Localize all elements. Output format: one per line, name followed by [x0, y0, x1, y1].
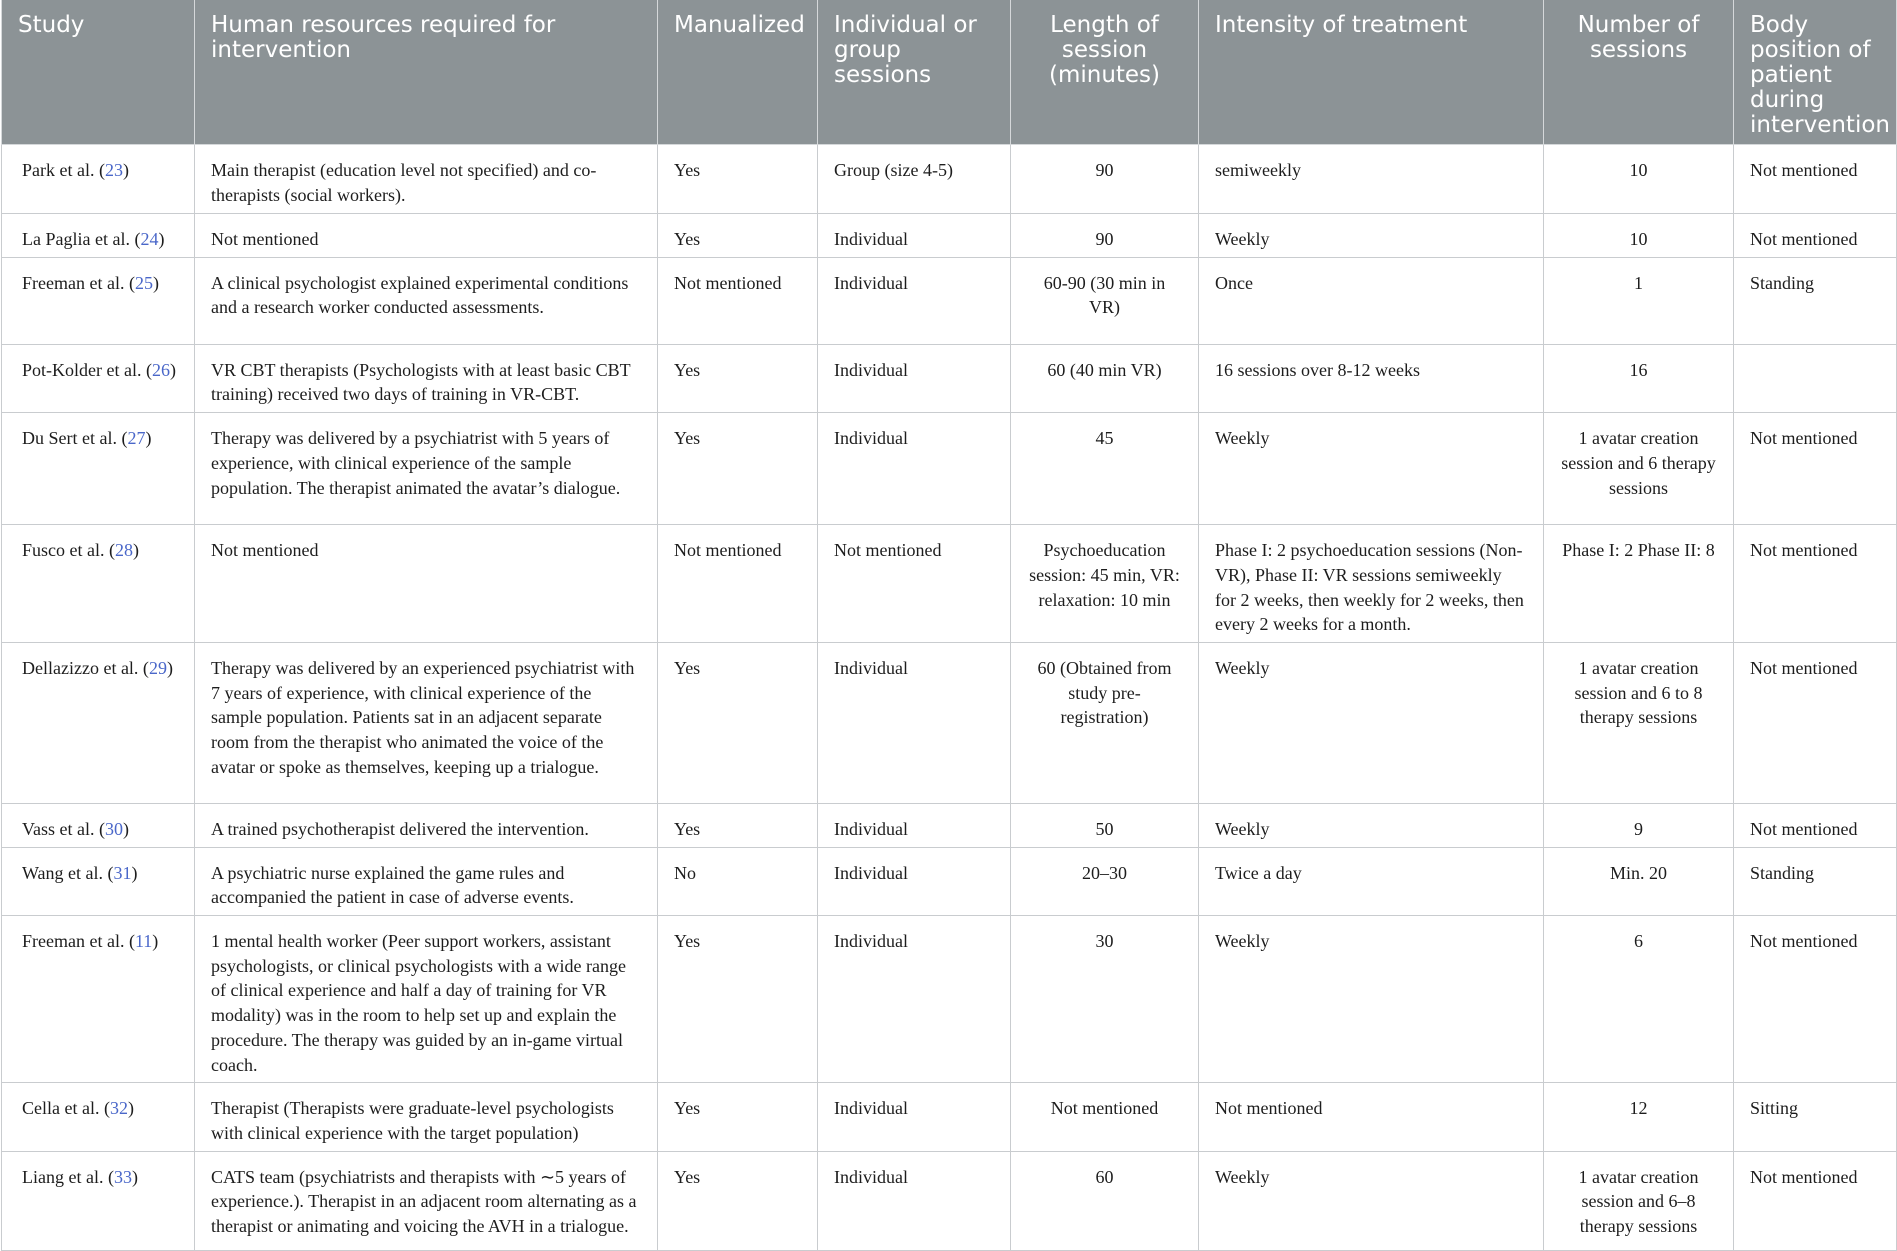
manualized-cell: Yes [658, 145, 818, 214]
study-name-end: ) [166, 657, 173, 678]
session-format-cell: Individual [818, 803, 1011, 847]
table-body [2, 145, 1897, 1251]
reference-link[interactable]: 31 [113, 862, 132, 883]
manualized-cell: Yes [658, 803, 818, 847]
header-intensity: Intensity of treatment [1199, 0, 1544, 145]
body-position-cell: Not mentioned [1734, 214, 1897, 258]
study-name: Pot-Kolder et al. ( [22, 359, 152, 380]
manualized-cell: Yes [658, 1151, 818, 1250]
human-resources-cell: Therapy was delivered by a psychiatrist with 5 years of experience, with clinical experience of the sample population. The therapist animated the avatar’s dialogue. [195, 413, 658, 525]
study-name: La Paglia et al. ( [22, 229, 141, 249]
study-name-end: ) [127, 1098, 134, 1119]
body-position-cell: Sitting [1734, 1083, 1897, 1151]
session-format-cell: Individual [818, 344, 1011, 412]
session-length-cell: Not mentioned [1011, 1083, 1199, 1151]
study-name-end: ) [152, 931, 159, 952]
number-of-sessions-cell: 1 avatar creation session and 6 to 8 therapy sessions [1544, 642, 1734, 803]
study-name-end: ) [158, 229, 165, 249]
reference-link[interactable]: 33 [113, 1166, 132, 1187]
reference-link[interactable]: 24 [140, 229, 159, 249]
study-name: Cella et al. ( [22, 1098, 110, 1119]
number-of-sessions-cell: 6 [1544, 916, 1734, 1083]
number-of-sessions-cell: 16 [1544, 344, 1734, 412]
session-length-cell: 90 [1011, 145, 1199, 214]
reference-link[interactable]: 27 [127, 428, 146, 449]
table-row [2, 847, 1897, 915]
intensity-cell: Weekly [1199, 214, 1544, 258]
number-of-sessions-cell: 12 [1544, 1083, 1734, 1151]
header-body-position: Body position of patient during intervention [1734, 0, 1897, 145]
study-name-end: ) [131, 862, 138, 883]
header-human-resources: Human resources required for intervention [195, 0, 658, 145]
table-row [2, 642, 1897, 803]
session-length-cell: 50 [1011, 803, 1199, 847]
study-name: Fusco et al. ( [22, 540, 115, 561]
study-name-end: ) [132, 540, 139, 561]
body-position-cell: Not mentioned [1734, 916, 1897, 1083]
header-number-of-sessions: Number of sessions [1544, 0, 1734, 145]
human-resources-cell: 1 mental health worker (Peer support workers, assistant psychologists, or clinical psychologists with a wide range of clinical experience and half a day of training for VR modality) was in the room to help set up and explain the procedure. The therapy was guided by an in-game virtual coach. [195, 916, 658, 1083]
body-position-cell: Not mentioned [1734, 413, 1897, 525]
body-position-cell: Standing [1734, 257, 1897, 344]
session-length-cell: 30 [1011, 916, 1199, 1083]
header-row [2, 0, 1897, 145]
reference-link[interactable]: 28 [114, 540, 133, 561]
human-resources-cell: A clinical psychologist explained experimental conditions and a research worker conducted assessments. [195, 257, 658, 344]
study-cell [2, 525, 195, 643]
intensity-cell: Weekly [1199, 642, 1544, 803]
table-row [2, 525, 1897, 643]
human-resources-cell: VR CBT therapists (Psychologists with at least basic CBT training) received two days of training in VR-CBT. [195, 344, 658, 412]
intensity-cell: Twice a day [1199, 847, 1544, 915]
session-format-cell: Individual [818, 916, 1011, 1083]
session-length-cell: 90 [1011, 214, 1199, 258]
number-of-sessions-cell: Phase I: 2 Phase II: 8 [1544, 525, 1734, 643]
body-position-cell: Not mentioned [1734, 525, 1897, 643]
session-format-cell: Individual [818, 642, 1011, 803]
manualized-cell: Yes [658, 413, 818, 525]
header-individual-or-group: Individual or group sessions [818, 0, 1011, 145]
number-of-sessions-cell: 1 avatar creation session and 6 therapy sessions [1544, 413, 1734, 525]
table-row [2, 145, 1897, 214]
manualized-cell: Yes [658, 1083, 818, 1151]
study-cell [2, 803, 195, 847]
study-cell [2, 642, 195, 803]
table-row [2, 214, 1897, 258]
study-name-end: ) [131, 1166, 138, 1187]
number-of-sessions-cell: 1 [1544, 257, 1734, 344]
session-format-cell: Individual [818, 214, 1011, 258]
reference-link[interactable]: 30 [104, 818, 123, 839]
body-position-cell: Not mentioned [1734, 1151, 1897, 1250]
reference-link[interactable]: 29 [148, 657, 167, 678]
human-resources-cell: A trained psychotherapist delivered the intervention. [195, 803, 658, 847]
study-name: Freeman et al. ( [22, 931, 135, 952]
session-format-cell: Individual [818, 413, 1011, 525]
intensity-cell: Not mentioned [1199, 1083, 1544, 1151]
session-length-cell: 60 (Obtained from study pre-registration) [1011, 642, 1199, 803]
study-name: Du Sert et al. ( [22, 428, 128, 449]
intensity-cell: Weekly [1199, 803, 1544, 847]
study-name-end: ) [145, 428, 152, 449]
study-name-end: ) [122, 818, 129, 839]
human-resources-cell: Not mentioned [195, 214, 658, 258]
study-cell [2, 257, 195, 344]
body-position-cell [1734, 344, 1897, 412]
number-of-sessions-cell: 9 [1544, 803, 1734, 847]
study-name: Vass et al. ( [22, 818, 105, 839]
manualized-cell: No [658, 847, 818, 915]
study-name: Liang et al. ( [22, 1166, 114, 1187]
study-name: Wang et al. ( [22, 862, 114, 883]
study-cell [2, 413, 195, 525]
header-session-length: Length of session (minutes) [1011, 0, 1199, 145]
header-study: Study [2, 0, 195, 145]
human-resources-cell: Therapist (Therapists were graduate-level psychologists with clinical experience with the target population) [195, 1083, 658, 1151]
session-format-cell: Individual [818, 847, 1011, 915]
manualized-cell: Not mentioned [658, 525, 818, 643]
study-name-end: ) [122, 160, 129, 180]
table-row [2, 1083, 1897, 1151]
session-length-cell: 60-90 (30 min in VR) [1011, 257, 1199, 344]
intensity-cell: Phase I: 2 psychoeducation sessions (Non-VR), Phase II: VR sessions semiweekly for 2 weeks, then weekly for 2 weeks, then every 2 weeks for a month. [1199, 525, 1544, 643]
table-row [2, 413, 1897, 525]
reference-link[interactable]: 23 [104, 160, 123, 180]
session-length-cell: 20–30 [1011, 847, 1199, 915]
human-resources-cell: Main therapist (education level not specified) and co-therapists (social workers). [195, 145, 658, 214]
study-name-end: ) [169, 359, 176, 380]
intensity-cell: semiweekly [1199, 145, 1544, 214]
human-resources-cell: A psychiatric nurse explained the game rules and accompanied the patient in case of adverse events. [195, 847, 658, 915]
number-of-sessions-cell: 10 [1544, 145, 1734, 214]
manualized-cell: Not mentioned [658, 257, 818, 344]
reference-link[interactable]: 25 [134, 272, 153, 293]
study-cell [2, 145, 195, 214]
manualized-cell: Yes [658, 916, 818, 1083]
body-position-cell: Not mentioned [1734, 803, 1897, 847]
study-cell [2, 1083, 195, 1151]
table-row [2, 344, 1897, 412]
session-format-cell: Individual [818, 1151, 1011, 1250]
study-cell [2, 344, 195, 412]
study-name: Freeman et al. ( [22, 272, 135, 293]
body-position-cell: Not mentioned [1734, 145, 1897, 214]
study-name-end: ) [152, 272, 159, 293]
intensity-cell: Once [1199, 257, 1544, 344]
reference-link[interactable]: 11 [134, 931, 153, 952]
session-length-cell: 45 [1011, 413, 1199, 525]
body-position-cell: Standing [1734, 847, 1897, 915]
manualized-cell: Yes [658, 642, 818, 803]
study-characteristics-table [1, 0, 1897, 1251]
human-resources-cell: Therapy was delivered by an experienced psychiatrist with 7 years of experience, with clinical experience of the sample population. Patients sat in an adjacent separate room from the therapist who animated the voice of the avatar or spoke as themselves, keeping up a trialogue. [195, 642, 658, 803]
study-name: Dellazizzo et al. ( [22, 657, 149, 678]
number-of-sessions-cell: 10 [1544, 214, 1734, 258]
study-cell [2, 847, 195, 915]
reference-link[interactable]: 26 [151, 359, 170, 380]
human-resources-cell: CATS team (psychiatrists and therapists with ∼5 years of experience.). Therapist in an adjacent room alternating as a therapist or animating and voicing the AVH in a trialogue. [195, 1151, 658, 1250]
table-row [2, 803, 1897, 847]
session-length-cell: 60 (40 min VR) [1011, 344, 1199, 412]
reference-link[interactable]: 32 [109, 1098, 128, 1119]
intensity-cell: Weekly [1199, 413, 1544, 525]
manualized-cell: Yes [658, 344, 818, 412]
number-of-sessions-cell: 1 avatar creation session and 6–8 therapy sessions [1544, 1151, 1734, 1250]
study-cell [2, 214, 195, 258]
study-cell [2, 916, 195, 1083]
study-cell [2, 1151, 195, 1250]
human-resources-cell: Not mentioned [195, 525, 658, 643]
session-length-cell: 60 [1011, 1151, 1199, 1250]
session-format-cell: Individual [818, 257, 1011, 344]
session-format-cell: Group (size 4-5) [818, 145, 1011, 214]
session-format-cell: Individual [818, 1083, 1011, 1151]
table-row [2, 916, 1897, 1083]
session-length-cell: Psychoeducation session: 45 min, VR: relaxation: 10 min [1011, 525, 1199, 643]
table-row [2, 1151, 1897, 1250]
body-position-cell: Not mentioned [1734, 642, 1897, 803]
intensity-cell: Weekly [1199, 1151, 1544, 1250]
table-row [2, 257, 1897, 344]
number-of-sessions-cell: Min. 20 [1544, 847, 1734, 915]
session-format-cell: Not mentioned [818, 525, 1011, 643]
intensity-cell: Weekly [1199, 916, 1544, 1083]
intensity-cell: 16 sessions over 8-12 weeks [1199, 344, 1544, 412]
manualized-cell: Yes [658, 214, 818, 258]
study-name: Park et al. ( [22, 160, 105, 180]
header-manualized: Manualized [658, 0, 818, 145]
